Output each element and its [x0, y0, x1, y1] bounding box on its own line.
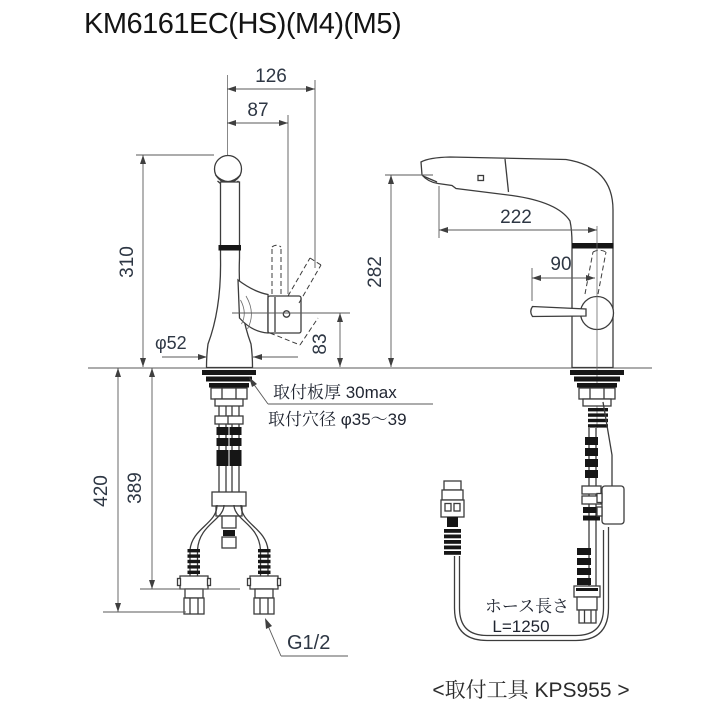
note-mount-hole: 取付穴径 φ35〜39: [268, 410, 407, 429]
spray-connector: [441, 481, 464, 555]
dim-420: 420: [91, 475, 112, 507]
tool-note: <取付工具 KPS955 >: [432, 679, 630, 702]
dim-389: 389: [125, 472, 146, 504]
g-half-fitting-left: [178, 576, 211, 614]
dim-222: 222: [500, 207, 532, 228]
note-mount-plate: 取付板厚 30max: [273, 383, 397, 402]
dim-126: 126: [255, 66, 287, 87]
g-half-fitting-right: [248, 576, 281, 614]
note-hose-length-label: ホース長さ: [484, 597, 570, 616]
note-hose-length-value: L=1250: [492, 617, 550, 636]
dim-310: 310: [117, 246, 138, 278]
dim-g-half: G1/2: [287, 632, 331, 654]
dim-87: 87: [247, 100, 269, 121]
dim-282: 282: [365, 256, 386, 288]
dim-83: 83: [310, 333, 331, 355]
front-view-under-counter: [178, 370, 281, 614]
product-model-title: KM6161EC(HS)(M4)(M5): [84, 8, 402, 40]
footer-note: [432, 679, 629, 702]
dim-phi52: φ52: [155, 333, 187, 353]
dim-90: 90: [550, 254, 572, 275]
side-view-dimensions: [365, 175, 597, 636]
